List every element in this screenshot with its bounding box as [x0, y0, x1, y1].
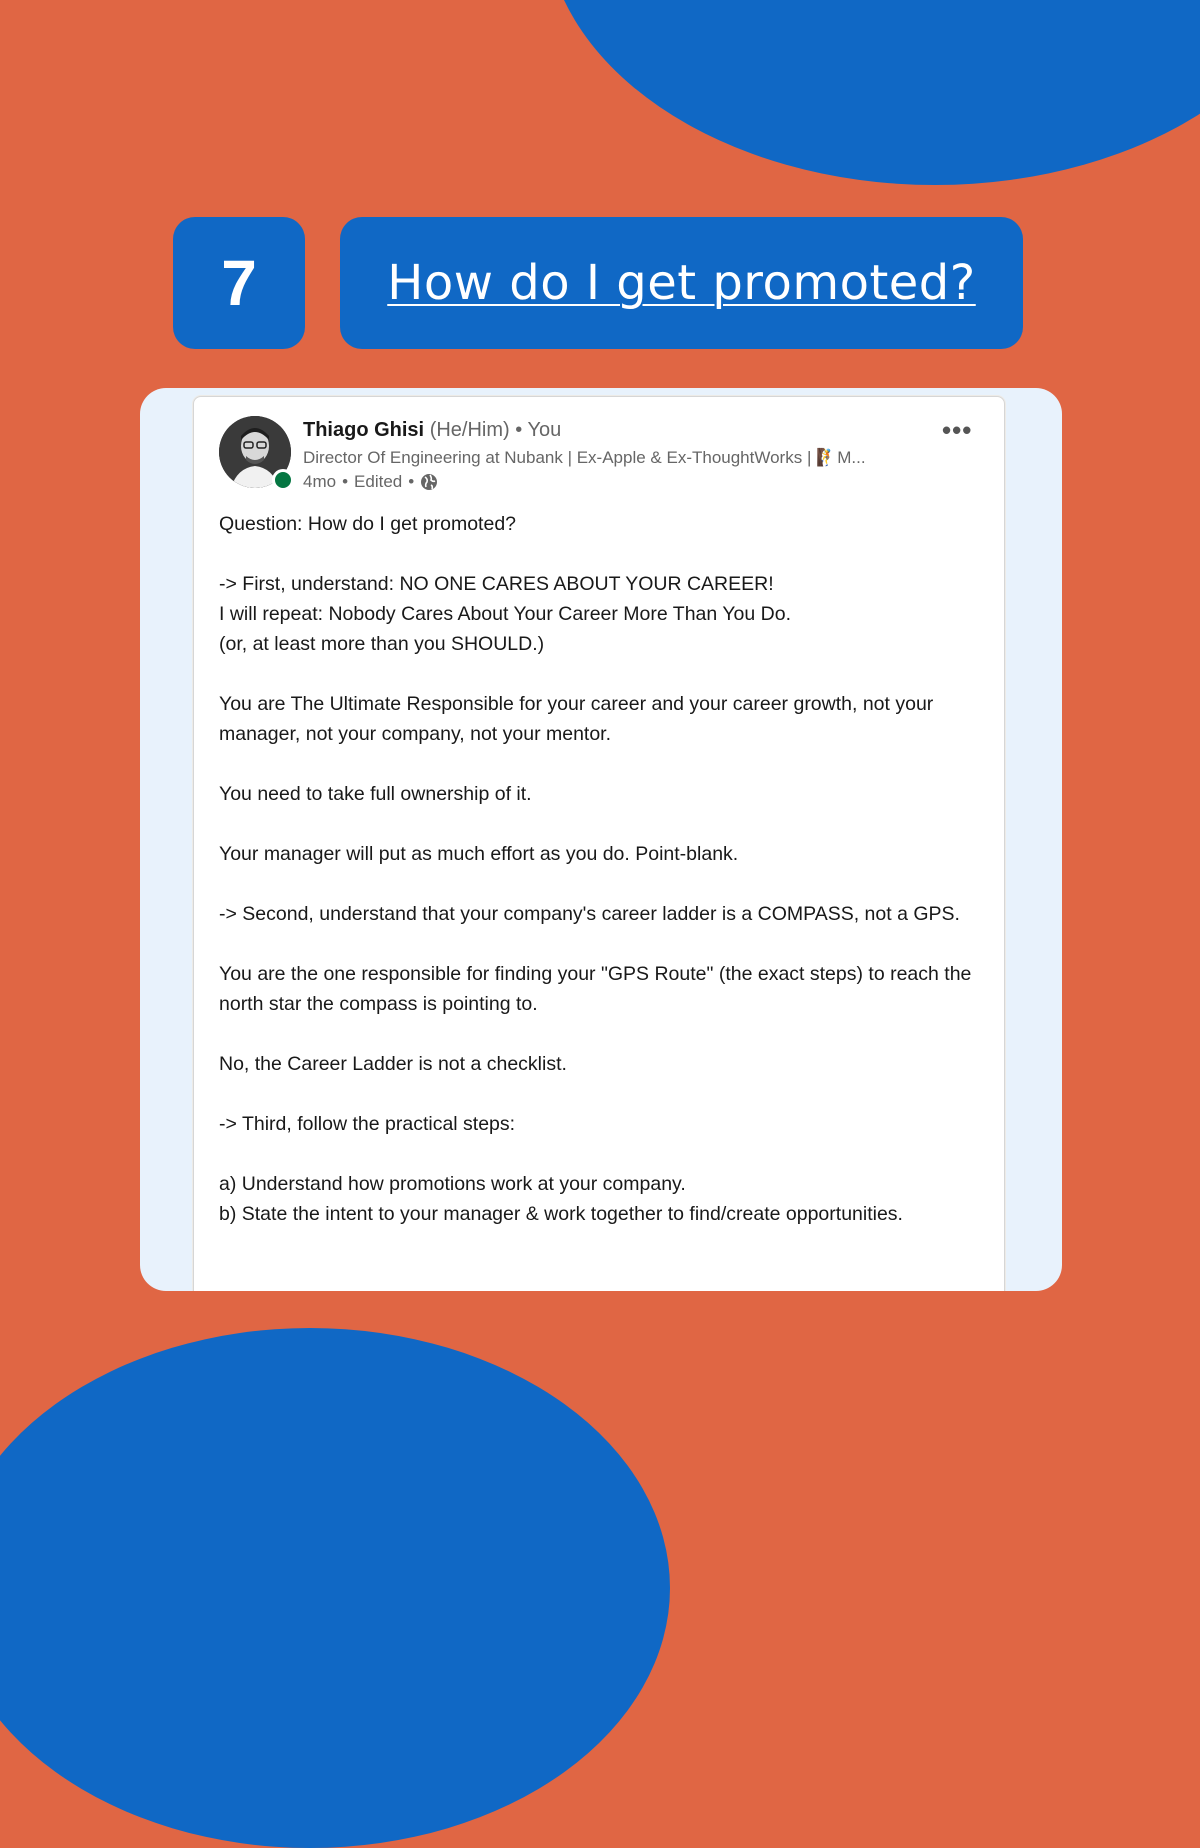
post-text-line: -> Second, understand that your company's career ladder is a COMPASS, not a GPS.	[219, 903, 960, 925]
post-text-line: Your manager will put as much effort as you do. Point-blank.	[219, 843, 739, 865]
post-text-line: You are The Ultimate Responsible for your career and your career growth, not your manager, not your company, not your mentor.	[219, 693, 934, 745]
edited-label: Edited	[354, 472, 403, 491]
author-pronouns: (He/Him)	[429, 419, 510, 441]
separator-dot: •	[515, 419, 523, 441]
paragraph-spacer	[219, 929, 979, 959]
paragraph-spacer	[219, 869, 979, 899]
post-text-line: a) Understand how promotions work at your company.	[219, 1173, 686, 1195]
linkedin-post	[193, 396, 1005, 1291]
separator-dot: •	[342, 472, 349, 491]
separator-dot: •	[408, 472, 415, 491]
globe-icon	[420, 473, 438, 491]
more-options-icon[interactable]: •••	[942, 415, 973, 445]
author-name[interactable]: Thiago Ghisi	[303, 419, 425, 441]
post-body	[219, 509, 979, 1229]
title-link[interactable]: How do I get promoted?	[387, 255, 976, 311]
author-headline: Director Of Engineering at Nubank | Ex-Apple & Ex-ThoughtWorks | 🧗M...	[303, 448, 866, 467]
post-text-line: You need to take full ownership of it.	[219, 783, 532, 805]
online-status-dot	[272, 469, 294, 491]
post-text-line: You are the one responsible for finding your "GPS Route" (the exact steps) to reach the north star the compass is pointing to.	[219, 963, 972, 1015]
post-text-line: b) State the intent to your manager & work together to find/create opportunities.	[219, 1203, 903, 1225]
post-text-line: No, the Career Ladder is not a checklist.	[219, 1053, 567, 1075]
slide-number-badge	[173, 217, 305, 349]
title-banner	[340, 217, 1023, 349]
paragraph-spacer	[219, 539, 979, 569]
post-meta	[303, 472, 438, 492]
post-text-line: I will repeat: Nobody Cares About Your Career More Than You Do.	[219, 603, 791, 625]
decorative-blob-bottom	[0, 1328, 670, 1848]
post-text-line: (or, at least more than you SHOULD.)	[219, 633, 545, 655]
paragraph-spacer	[219, 1019, 979, 1049]
screenshot-frame	[140, 388, 1062, 1291]
paragraph-spacer	[219, 749, 979, 779]
author-relation: You	[527, 419, 562, 441]
paragraph-spacer	[219, 659, 979, 689]
decorative-blob-top	[545, 0, 1200, 185]
post-text-line: -> First, understand: NO ONE CARES ABOUT YOUR CAREER!	[219, 573, 774, 595]
author-line	[303, 419, 561, 442]
post-age: 4mo	[303, 472, 337, 491]
slide-number: 7	[221, 247, 257, 319]
paragraph-spacer	[219, 809, 979, 839]
post-text-line: Question: How do I get promoted?	[219, 513, 517, 535]
paragraph-spacer	[219, 1079, 979, 1109]
post-text-line: -> Third, follow the practical steps:	[219, 1113, 516, 1135]
paragraph-spacer	[219, 1139, 979, 1169]
